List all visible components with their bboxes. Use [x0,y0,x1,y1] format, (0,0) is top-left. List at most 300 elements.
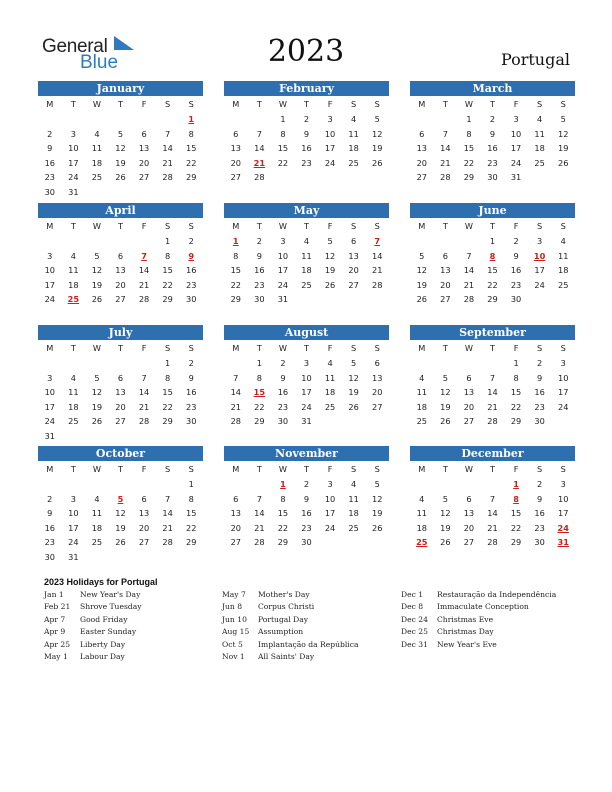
day-cell: 22 [254,401,265,412]
holiday-name: Assumption [258,627,304,637]
day-cell: 27 [463,416,475,427]
day-cell: 13 [440,265,451,276]
day-cell: 6 [117,250,124,261]
day-cell: 29 [510,537,522,548]
day-cell: 22 [487,279,498,290]
day-cell: 1 [489,236,496,246]
holiday-name: Immaculate Conception [437,602,529,612]
day-cell: 18 [324,387,336,398]
holiday-name: Restauração da Independência [437,590,557,599]
day-cell: 22 [162,401,173,412]
day-cell: 7 [442,128,448,139]
holiday-name: Shrove Tuesday [80,602,142,612]
day-cell: 23 [534,401,545,412]
weekday-label: T [442,464,448,474]
day-cell: 30 [534,416,545,427]
day-cell: 12 [348,372,359,383]
day-cell: 13 [463,508,475,519]
day-cell: 13 [348,250,359,261]
day-cell: 19 [91,401,103,412]
day-cell: 25 [416,416,427,427]
day-cell: 16 [185,265,197,276]
holiday-entry [222,627,359,639]
day-cell: 21 [138,401,150,412]
day-cell: 12 [557,128,569,139]
holiday-entry [401,590,556,602]
day-cell: 23 [254,279,265,290]
day-cell: 21 [487,522,498,533]
day-cell: 9 [537,372,543,383]
day-cell: 28 [138,416,150,427]
weekday-label: S [165,343,171,353]
holiday-entry [222,652,359,664]
empty-cell [457,477,481,492]
day-cell: 8 [188,128,194,139]
holidays-column [401,590,556,652]
day-cell: 31 [68,186,79,197]
day-cell: 9 [489,128,496,139]
day-cell: 23 [185,401,197,412]
day-cell: 10 [44,265,55,276]
day-cell: 21 [162,157,173,168]
day-cell: 22 [277,157,289,168]
day-cell: 2 [537,358,543,368]
day-cell: 12 [91,387,103,398]
day-cell: 5 [94,250,100,261]
day-cell: 6 [374,358,380,368]
day-cell: 26 [440,537,451,548]
month-grid [224,340,389,429]
weekday-label: W [464,343,473,353]
day-cell: 15 [185,143,197,154]
weekday-label: M [418,343,426,353]
day-cell: 4 [419,493,425,504]
day-cell: 12 [324,250,336,261]
day-cell: 21 [487,401,498,412]
day-cell: 30 [185,294,197,305]
weekday-label: S [537,464,543,474]
day-cell: 18 [301,265,312,276]
day-cell: 25 [348,522,359,533]
weekday-label: S [560,464,566,474]
day-cell: 14 [463,265,475,276]
day-cell: 10 [277,250,289,261]
empty-cell [434,356,458,371]
day-cell: 20 [371,387,383,398]
day-cell: 13 [230,508,241,519]
holiday-day-cell: 8 [513,493,519,504]
holiday-day-cell: 24 [557,522,569,533]
holiday-name: Portugal Day [258,614,309,624]
holiday-date: May 7 [222,590,246,599]
weekday-label: T [442,343,448,353]
day-cell: 17 [44,279,55,290]
day-cell: 11 [68,387,79,398]
holiday-date: Dec 24 [401,614,428,624]
day-cell: 26 [440,416,451,427]
empty-cell [434,234,458,249]
holiday-entry [222,615,359,627]
day-cell: 6 [351,236,357,246]
day-cell: 21 [463,279,475,290]
month-september [410,325,575,429]
day-cell: 11 [557,250,569,261]
day-cell: 2 [489,114,496,124]
day-cell: 3 [513,114,519,124]
day-cell: 4 [351,479,357,489]
day-cell: 29 [230,294,241,305]
day-cell: 9 [537,493,543,504]
day-cell: 23 [301,522,312,533]
day-cell: 30 [44,186,55,197]
holiday-date: May 1 [44,651,68,661]
day-cell: 19 [557,143,569,154]
day-cell: 20 [440,279,451,290]
holidays-title: 2023 Holidays for Portugal [44,577,158,587]
holiday-name: New Year's Day [80,590,141,599]
holiday-date: Nov 1 [222,651,245,661]
holiday-name: Good Friday [80,614,128,624]
day-cell: 9 [47,143,53,154]
day-cell: 2 [537,479,543,489]
day-cell: 17 [324,143,336,154]
weekday-label: S [188,99,194,109]
month-grid [410,461,575,550]
day-cell: 13 [371,372,383,383]
holidays-column [222,590,359,664]
day-cell: 12 [115,143,126,154]
day-cell: 28 [138,294,150,305]
holiday-day-cell: 15 [253,387,266,398]
day-cell: 8 [256,372,262,383]
month-july [38,325,203,444]
day-cell: 16 [534,508,545,519]
day-cell: 28 [254,537,265,548]
holiday-entry [222,590,359,602]
weekday-label: T [256,464,262,474]
month-grid [224,96,389,185]
holiday-name: Labour Day [80,651,125,661]
day-cell: 24 [324,157,336,168]
weekday-label: M [232,343,240,353]
day-cell: 31 [68,551,79,562]
day-cell: 28 [162,537,173,548]
day-cell: 10 [324,128,336,139]
day-cell: 24 [301,401,312,412]
day-cell: 18 [91,157,103,168]
day-cell: 27 [371,401,383,412]
day-cell: 29 [277,537,289,548]
day-cell: 6 [466,493,472,504]
day-cell: 12 [371,493,383,504]
day-cell: 14 [138,387,150,398]
day-cell: 5 [442,372,448,383]
weekday-label: W [92,99,101,109]
holiday-entry [401,602,556,614]
day-cell: 22 [185,157,197,168]
day-cell: 23 [185,279,197,290]
day-cell: 25 [534,157,545,168]
holiday-entry [44,640,142,652]
day-cell: 31 [44,430,55,441]
holiday-day-cell: 25 [67,294,80,305]
empty-cell [481,477,505,492]
day-cell: 30 [510,294,522,305]
weekday-label: T [117,464,123,474]
day-cell: 28 [162,172,173,183]
day-cell: 1 [165,358,171,368]
day-cell: 8 [165,372,171,383]
day-cell: 12 [91,265,103,276]
day-cell: 2 [47,128,53,139]
holiday-entry [401,640,556,652]
day-cell: 29 [185,537,197,548]
day-cell: 19 [371,508,383,519]
day-cell: 7 [489,493,496,504]
weekday-label: M [418,464,426,474]
day-cell: 23 [510,279,522,290]
day-cell: 14 [440,143,451,154]
weekday-label: F [327,99,333,109]
weekday-label: M [232,99,240,109]
day-cell: 5 [94,372,100,383]
day-cell: 24 [324,522,336,533]
day-cell: 2 [303,479,310,489]
weekday-label: F [141,343,147,353]
day-cell: 7 [489,372,496,383]
day-cell: 27 [138,172,150,183]
day-cell: 1 [188,479,194,489]
month-grid [410,340,575,429]
day-cell: 9 [513,250,519,261]
weekday-label: M [46,99,54,109]
weekday-label: S [351,343,357,353]
day-cell: 3 [47,250,53,261]
holiday-day-cell: 5 [117,493,124,504]
holiday-entry [44,652,142,664]
day-cell: 5 [374,114,380,124]
day-cell: 14 [254,143,265,154]
day-cell: 15 [487,265,498,276]
day-cell: 23 [534,522,545,533]
weekday-label: S [374,221,380,231]
weekday-label: T [70,99,76,109]
holiday-name: Liberty Day [80,639,126,649]
empty-cell [132,356,156,371]
day-cell: 14 [254,508,265,519]
day-cell: 5 [327,236,333,246]
holiday-entry [44,615,142,627]
day-cell: 4 [70,372,76,383]
day-cell: 29 [254,416,265,427]
month-grid [224,461,389,550]
day-cell: 26 [115,172,126,183]
day-cell: 3 [47,372,53,383]
weekday-label: S [374,99,380,109]
day-cell: 17 [44,401,55,412]
month-grid [38,461,203,565]
weekday-label: T [256,343,262,353]
day-cell: 13 [463,387,475,398]
day-cell: 5 [419,250,425,261]
day-cell: 17 [324,508,336,519]
holiday-date: Dec 8 [401,602,424,612]
weekday-label: S [351,99,357,109]
day-cell: 25 [348,157,359,168]
empty-cell [62,356,86,371]
day-cell: 19 [371,143,383,154]
day-cell: 27 [416,172,427,183]
day-cell: 24 [44,294,55,305]
day-cell: 9 [188,372,194,383]
day-cell: 6 [419,128,425,139]
day-cell: 4 [419,372,425,383]
day-cell: 16 [185,387,197,398]
empty-cell [457,234,481,249]
day-cell: 30 [185,416,197,427]
day-cell: 20 [463,522,475,533]
day-cell: 5 [442,493,448,504]
holiday-entry [44,627,142,639]
weekday-label: M [46,343,54,353]
day-cell: 13 [138,143,150,154]
weekday-label: T [489,221,495,231]
weekday-label: T [70,464,76,474]
empty-cell [434,112,458,127]
day-cell: 3 [303,358,310,368]
day-cell: 18 [91,522,103,533]
day-cell: 25 [324,401,336,412]
day-cell: 3 [70,493,76,504]
day-cell: 16 [301,143,312,154]
day-cell: 11 [416,387,427,398]
day-cell: 20 [230,157,241,168]
day-cell: 30 [534,537,545,548]
weekday-label: T [256,99,262,109]
day-cell: 13 [416,143,427,154]
day-cell: 16 [44,522,55,533]
day-cell: 20 [463,401,475,412]
day-cell: 7 [256,493,262,504]
day-cell: 1 [466,114,472,124]
day-cell: 4 [94,493,100,504]
holiday-date: Jun 10 [222,614,247,624]
day-cell: 9 [280,372,286,383]
day-cell: 10 [510,128,522,139]
day-cell: 16 [510,265,522,276]
holiday-date: Apr 7 [44,614,66,624]
empty-cell [62,234,86,249]
day-cell: 19 [440,401,451,412]
day-cell: 4 [560,236,566,246]
day-cell: 11 [324,372,336,383]
day-cell: 20 [230,522,241,533]
day-cell: 4 [351,114,357,124]
day-cell: 10 [324,493,336,504]
day-cell: 3 [560,358,566,368]
day-cell: 16 [44,157,55,168]
day-cell: 19 [115,157,126,168]
day-cell: 25 [68,416,79,427]
day-cell: 31 [277,294,289,305]
day-cell: 3 [280,236,286,246]
day-cell: 14 [138,265,150,276]
month-header: December [410,446,575,461]
day-cell: 2 [280,358,286,368]
day-cell: 15 [230,265,241,276]
day-cell: 27 [230,172,241,183]
day-cell: 31 [301,416,312,427]
weekday-label: T [70,343,76,353]
month-october [38,446,203,565]
day-cell: 21 [254,522,265,533]
weekday-label: W [92,221,101,231]
holiday-name: Corpus Christi [258,602,315,612]
weekday-label: S [374,343,380,353]
empty-cell [434,477,458,492]
holiday-name: Implantação da República [258,639,359,649]
holiday-name: Christmas Eve [437,614,494,624]
weekday-label: F [141,221,147,231]
holiday-date: Jun 8 [222,602,243,612]
holiday-day-cell: 10 [533,250,546,261]
empty-cell [38,112,62,127]
weekday-label: W [464,221,473,231]
day-cell: 22 [510,401,522,412]
day-cell: 17 [534,265,545,276]
month-header: June [410,203,575,218]
day-cell: 26 [371,522,383,533]
day-cell: 14 [230,387,241,398]
empty-cell [109,112,133,127]
empty-cell [38,356,62,371]
empty-cell [224,477,248,492]
day-cell: 23 [44,537,55,548]
weekday-label: S [188,343,194,353]
day-cell: 12 [440,387,451,398]
holiday-day-cell: 7 [374,236,381,246]
holiday-name: Mother's Day [258,590,310,599]
day-cell: 27 [115,294,126,305]
day-cell: 25 [301,279,312,290]
brand-general-text: General [42,36,108,57]
weekday-label: T [303,221,309,231]
holiday-entry [401,627,556,639]
month-december [410,446,575,550]
day-cell: 6 [141,493,147,504]
day-cell: 20 [138,157,150,168]
day-cell: 11 [91,143,103,154]
day-cell: 19 [324,265,336,276]
empty-cell [62,112,86,127]
day-cell: 21 [230,401,241,412]
empty-cell [156,112,180,127]
month-february [224,81,389,185]
weekday-label: S [560,221,566,231]
day-cell: 24 [557,401,569,412]
weekday-label: T [489,343,495,353]
day-cell: 8 [513,372,519,383]
weekday-label: W [92,343,101,353]
weekday-label: W [278,99,287,109]
holiday-name: Easter Sunday [80,627,137,637]
day-cell: 11 [68,265,79,276]
month-header: October [38,446,203,461]
holiday-day-cell: 1 [280,479,286,489]
day-cell: 23 [301,157,312,168]
weekday-label: S [165,99,171,109]
day-cell: 13 [115,265,126,276]
